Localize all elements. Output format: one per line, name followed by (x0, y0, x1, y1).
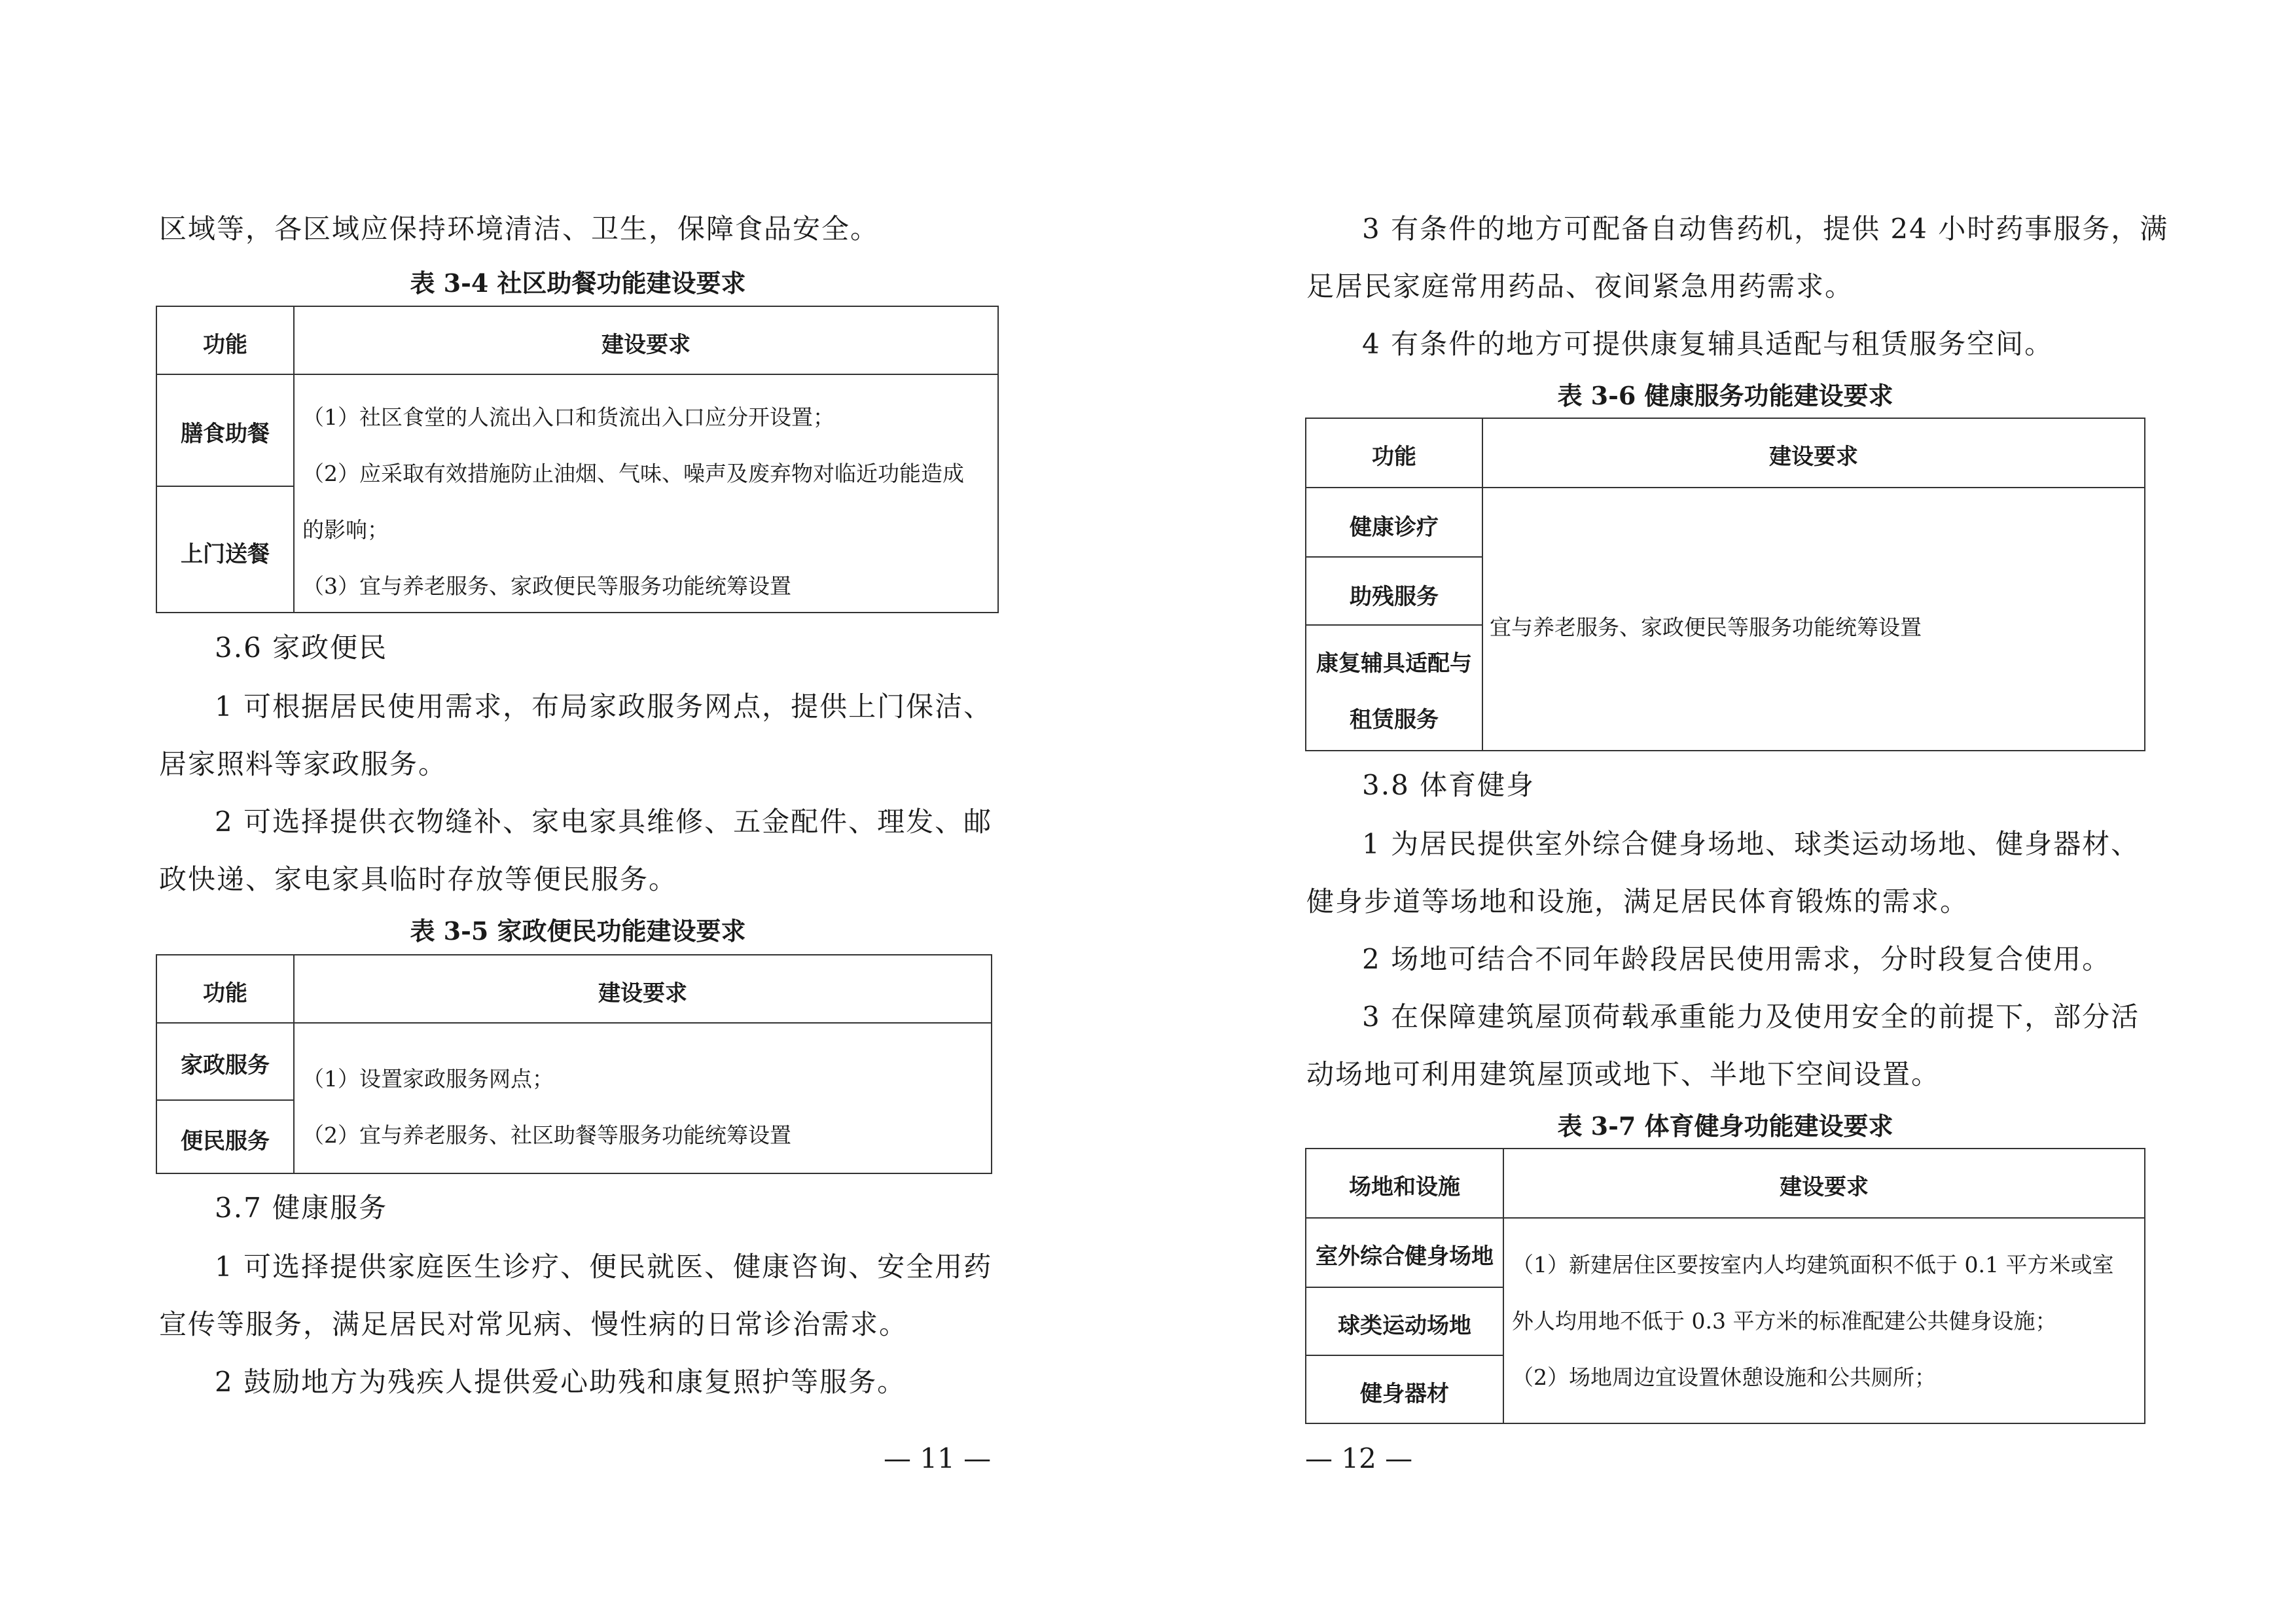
function-cell: 上门送餐 (181, 541, 270, 567)
requirement-line: （1）社区食堂的人流出入口和货流出入口应分开设置； (302, 404, 834, 430)
function-cell: 便民服务 (181, 1128, 270, 1154)
paragraph-line: 2 鼓励地方为残疾人提供爱心助残和康复照护等服务。 (215, 1366, 906, 1398)
paragraph-line: 居家照料等家政服务。 (159, 748, 448, 780)
requirement-line: （2）场地周边宜设置休憩设施和公共厕所； (1512, 1364, 1936, 1390)
table-caption: 表 3-4 社区助餐功能建设要求 (410, 268, 746, 298)
requirement-line: （2）应采取有效措施防止油烟、气味、噪声及废弃物对临近功能造成 (302, 461, 964, 486)
function-cell: 健身器材 (1360, 1381, 1449, 1407)
header-requirement: 建设要求 (601, 332, 691, 358)
table-caption: 表 3-5 家政便民功能建设要求 (410, 916, 746, 946)
right-page (1148, 0, 2296, 1623)
paragraph-line: 2 可选择提供衣物缝补、家电家具维修、五金配件、理发、邮 (215, 806, 993, 838)
requirement-line: 外人均用地不低于 0.3 平方米的标准配建公共健身设施； (1512, 1308, 2057, 1334)
function-cell: 球类运动场地 (1338, 1313, 1471, 1339)
table-caption: 表 3-6 健康服务功能建设要求 (1557, 381, 1893, 410)
paragraph-line: 区域等，各区域应保持环境清洁、卫生，保障食品安全。 (159, 213, 880, 245)
section-heading: 3.6 家政便民 (215, 632, 388, 664)
page-number: — 12 — (1305, 1442, 1413, 1474)
paragraph-line: 1 可选择提供家庭医生诊疗、便民就医、健康咨询、安全用药 (215, 1251, 993, 1283)
page-number: — 11 — (884, 1442, 992, 1474)
paragraph-line: 足居民家庭常用药品、夜间紧急用药需求。 (1306, 270, 1854, 302)
table-3-6 (1305, 418, 2145, 751)
header-requirement: 建设要求 (598, 980, 687, 1007)
section-heading: 3.7 健康服务 (215, 1192, 388, 1224)
paragraph-line: 1 可根据居民使用需求，布局家政服务网点，提供上门保洁、 (215, 690, 993, 722)
table-3-5 (156, 954, 992, 1174)
function-cell: 健康诊疗 (1350, 514, 1439, 541)
paragraph-line: 动场地可利用建筑屋顶或地下、半地下空间设置。 (1306, 1058, 1941, 1090)
header-function: 场地和设施 (1349, 1174, 1460, 1200)
paragraph-line: 3 在保障建筑屋顶荷载承重能力及使用安全的前提下，部分活 (1362, 1001, 2140, 1033)
paragraph-line: 2 场地可结合不同年龄段居民使用需求，分时段复合使用。 (1362, 943, 2111, 975)
requirement-line: （3）宜与养老服务、家政便民等服务功能统筹设置 (302, 573, 791, 599)
requirement-line: 的影响； (302, 517, 389, 543)
header-function: 功能 (1372, 444, 1416, 470)
function-cell: 家政服务 (181, 1052, 270, 1079)
requirement-line: （1）设置家政服务网点； (302, 1066, 554, 1092)
paragraph-line: 宣传等服务，满足居民对常见病、慢性病的日常诊治需求。 (159, 1308, 908, 1340)
function-cell: 膳食助餐 (181, 421, 270, 447)
requirement-line: 宜与养老服务、家政便民等服务功能统筹设置 (1490, 615, 1922, 640)
function-cell: 康复辅具适配与 (1316, 651, 1472, 677)
paragraph-line: 4 有条件的地方可提供康复辅具适配与租赁服务空间。 (1362, 328, 2054, 360)
paragraph-line: 健身步道等场地和设施，满足居民体育锻炼的需求。 (1306, 885, 1969, 918)
paragraph-line: 1 为居民提供室外综合健身场地、球类运动场地、健身器材、 (1362, 828, 2140, 860)
requirement-line: （1）新建居住区要按室内人均建筑面积不低于 0.1 平方米或室 (1512, 1252, 2114, 1277)
function-cell: 助残服务 (1350, 584, 1439, 610)
table-3-4 (156, 306, 999, 613)
requirement-line: （2）宜与养老服务、社区助餐等服务功能统筹设置 (302, 1122, 791, 1148)
header-function: 功能 (203, 332, 247, 358)
section-heading: 3.8 体育健身 (1362, 769, 1535, 801)
function-cell: 室外综合健身场地 (1316, 1243, 1494, 1270)
header-requirement: 建设要求 (1769, 444, 1858, 470)
paragraph-line: 3 有条件的地方可配备自动售药机，提供 24 小时药事服务，满 (1362, 213, 2169, 245)
paragraph-line: 政快递、家电家具临时存放等便民服务。 (159, 863, 678, 895)
function-cell: 租赁服务 (1350, 707, 1439, 733)
header-function: 功能 (203, 980, 247, 1007)
header-requirement: 建设要求 (1780, 1174, 1869, 1200)
table-caption: 表 3-7 体育健身功能建设要求 (1557, 1111, 1893, 1141)
table-3-7 (1305, 1148, 2145, 1424)
